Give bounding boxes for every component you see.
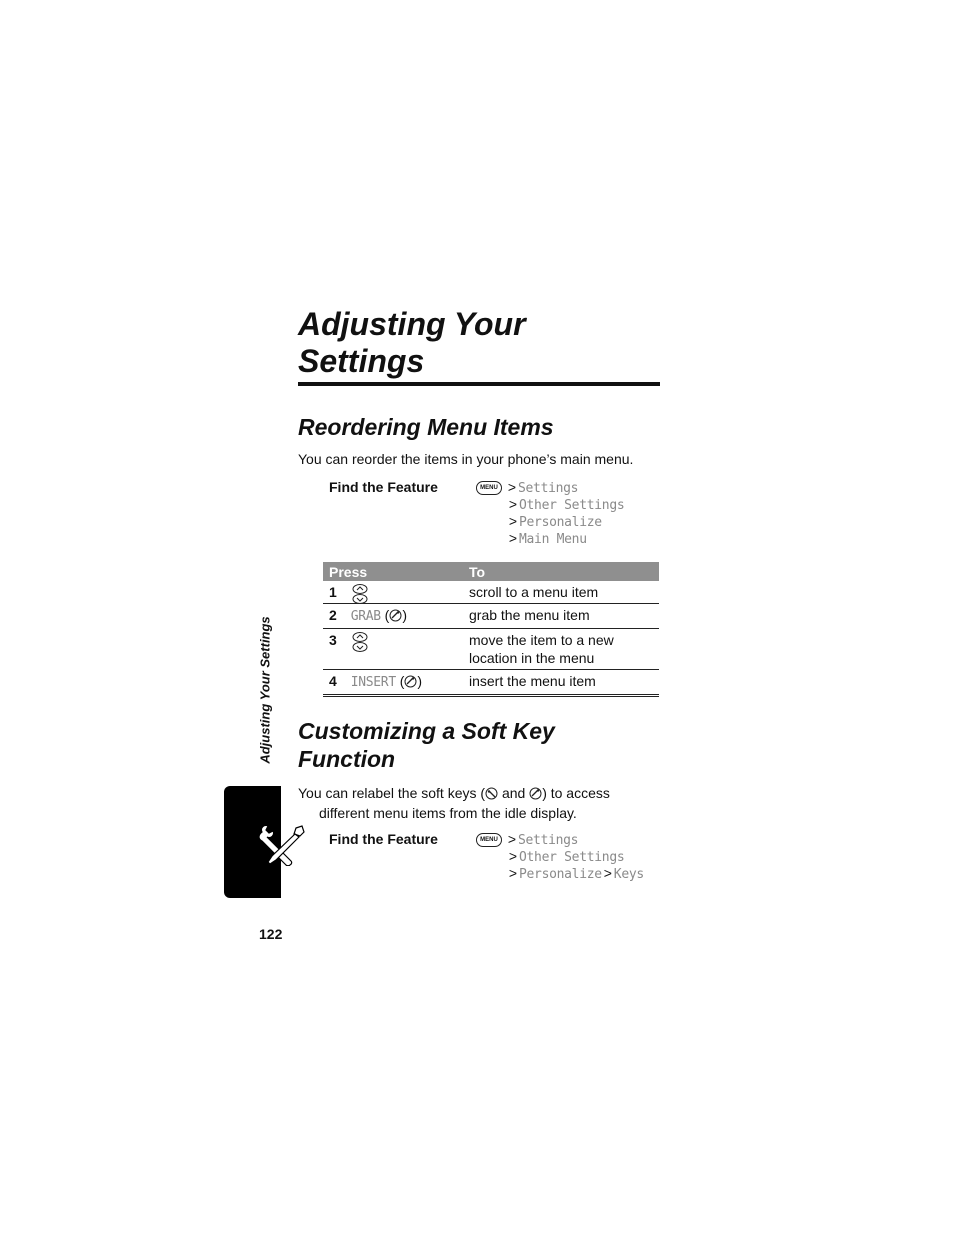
- steps-table: [323, 562, 659, 697]
- table-row: 4 INSERT ( ) insert the menu item: [323, 670, 659, 696]
- path-item: Settings: [518, 833, 579, 848]
- find-feature-label: Find the Feature: [329, 831, 438, 847]
- right-soft-key-icon: [404, 674, 417, 687]
- title-rule: [298, 382, 660, 386]
- table-row: [323, 581, 659, 604]
- step-description: scroll to a menu item: [463, 581, 659, 604]
- heading-line2: Function: [298, 746, 396, 772]
- chapter-title: [298, 306, 668, 380]
- menu-path: MENU > Settings > Other Settings > Personalize > Keys: [476, 831, 644, 882]
- section-heading-soft-key: [298, 717, 555, 773]
- table-row: 2 GRAB ( ) grab the menu item: [323, 604, 659, 629]
- menu-path: MENU > Settings > Other Settings > Personalize > Main Menu: [476, 479, 624, 547]
- intro-text-line2: different menu items from the idle display.: [319, 805, 577, 821]
- left-soft-key-icon: [485, 785, 498, 798]
- intro-text: ) to access: [542, 785, 610, 801]
- table-row: [323, 629, 659, 670]
- find-feature-label: Find the Feature: [329, 479, 438, 495]
- path-item: Other Settings: [519, 850, 625, 865]
- menu-key-icon: MENU: [476, 481, 502, 495]
- chapter-title-line1: Adjusting Your: [298, 306, 526, 342]
- step-number: 4: [329, 673, 337, 689]
- nav-key-icon: [351, 631, 369, 649]
- intro-text: You can relabel the soft keys (: [298, 785, 486, 801]
- page-number: 122: [259, 926, 283, 942]
- path-item: Other Settings: [519, 498, 625, 513]
- path-item: Keys: [613, 867, 644, 882]
- menu-key-icon: MENU: [476, 833, 502, 847]
- chapter-tab: [224, 786, 281, 898]
- tools-icon: [258, 824, 308, 871]
- step-number: 2: [329, 607, 337, 623]
- path-item: Settings: [518, 481, 579, 496]
- intro-text: and: [501, 785, 526, 801]
- col-header-press: Press: [323, 562, 463, 581]
- path-item: Personalize: [519, 515, 602, 530]
- step-description: move the item to a new location in the menu: [463, 629, 659, 670]
- path-item: Personalize: [519, 867, 602, 882]
- sidebar-chapter-label: Adjusting Your Settings: [257, 616, 273, 764]
- section-heading-reordering: Reordering Menu Items: [298, 414, 554, 440]
- heading-line1: Customizing a Soft Key: [298, 718, 555, 744]
- step-description: insert the menu item: [463, 670, 659, 696]
- step-number: 1: [329, 584, 337, 600]
- soft-key-label: GRAB: [350, 609, 381, 624]
- right-soft-key-icon: [389, 608, 402, 621]
- step-description: grab the menu item: [463, 604, 659, 629]
- path-item: Main Menu: [519, 532, 587, 547]
- soft-key-label: INSERT: [350, 675, 396, 690]
- col-header-to: To: [463, 562, 659, 581]
- section-intro: You can reorder the items in your phone’s main menu.: [298, 451, 634, 467]
- chapter-title-line2: Settings: [298, 343, 425, 379]
- step-number: 3: [329, 632, 337, 648]
- nav-key-icon: [351, 583, 369, 601]
- section2-intro: [298, 783, 658, 823]
- right-soft-key-icon: [529, 785, 542, 798]
